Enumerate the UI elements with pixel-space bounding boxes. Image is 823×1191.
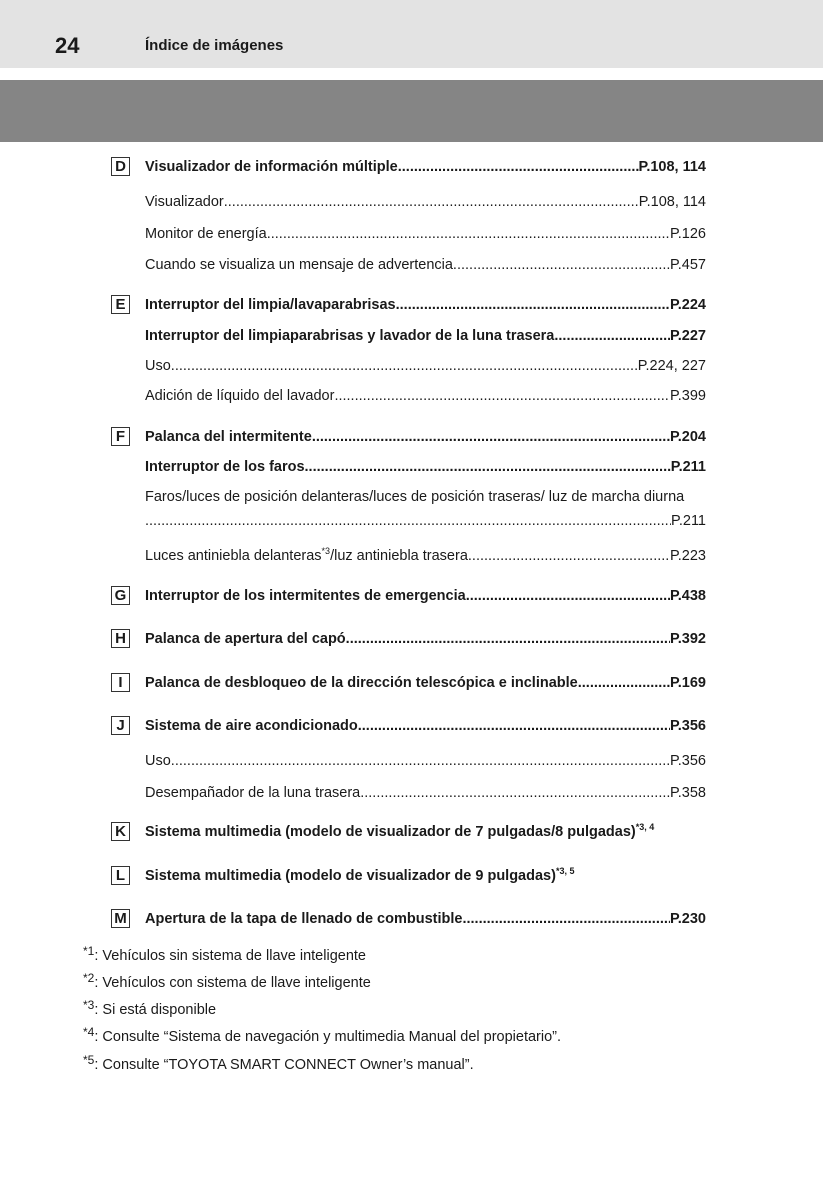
entry-page: P.438 — [669, 588, 706, 604]
entry-page: P.356 — [669, 753, 706, 769]
entry-hood-release-lever[interactable] — [145, 629, 706, 649]
entry-label: Uso — [145, 753, 171, 769]
entry-page: P.399 — [669, 388, 706, 404]
entry-energy-monitor[interactable] — [145, 224, 706, 244]
page-number: 24 — [55, 33, 80, 58]
entry-use[interactable] — [145, 356, 706, 376]
entry-fuel-door[interactable] — [145, 909, 706, 929]
entry-label: Palanca de apertura del capó — [145, 631, 346, 647]
entry-label: Interruptor del limpia/lavaparabrisas — [145, 297, 396, 313]
entry-label: Visualizador de información múltiple — [145, 159, 398, 175]
section-letter-d: D — [111, 157, 130, 176]
entry-page: P.358 — [669, 785, 706, 801]
entry-air-conditioning[interactable] — [145, 716, 706, 736]
entry-headlight-switch[interactable] — [145, 457, 706, 477]
entry-multimedia-7-8[interactable] — [145, 822, 745, 842]
entry-label: Visualizador — [145, 194, 224, 210]
entry-wiper-washer-switch[interactable] — [145, 295, 706, 315]
entry-label: Uso — [145, 358, 171, 374]
entry-page: P.223 — [669, 548, 706, 564]
entry-label: Adición de líquido del lavador — [145, 388, 335, 404]
entry-page: P.224 — [669, 297, 706, 313]
footnote-ref: *3 — [321, 546, 331, 556]
entry-label: Luces antiniebla delanteras$^{*3}$/luz antiniebla trasera — [145, 546, 468, 564]
entry-hazard-switch[interactable] — [145, 586, 706, 606]
entry-label: Apertura de la tapa de llenado de combustible — [145, 911, 463, 927]
entry-page: P.230 — [669, 911, 706, 927]
entry-label: Interruptor del limpiaparabrisas y lavador de la luna trasera — [145, 328, 555, 344]
entry-page: P.392 — [669, 631, 706, 647]
section-letter-h: H — [111, 629, 130, 648]
entry-page: P.356 — [669, 718, 706, 734]
entry-warning-message[interactable] — [145, 255, 706, 275]
section-letter-m: M — [111, 909, 130, 928]
footnote-1: $^{*1}$: Vehículos sin sistema de llave inteligente — [83, 944, 366, 964]
entry-page: P.108, 114 — [638, 159, 706, 175]
entry-label: Interruptor de los intermitentes de emergencia — [145, 588, 466, 604]
footnote-4: $^{*4}$: Consulte “Sistema de navegación y multimedia Manual del propietario”. — [83, 1025, 562, 1045]
entry-label: Monitor de energía — [145, 226, 267, 242]
footnote-2: $^{*2}$: Vehículos con sistema de llave inteligente — [83, 971, 371, 991]
entry-page: P.126 — [669, 226, 706, 242]
section-title: Índice de imágenes — [145, 37, 284, 54]
section-letter-j: J — [111, 716, 130, 735]
entry-washer-fluid[interactable] — [145, 386, 706, 406]
entry-page: P.227 — [669, 328, 706, 344]
entry-headlights-wrap-line2[interactable] — [145, 511, 706, 531]
footnote-ref: *3, 5 — [555, 866, 575, 876]
entry-label: Faros/luces de posición delanteras/luces de posición traseras/ luz de marcha diurna — [145, 489, 685, 505]
entry-turn-signal-lever[interactable] — [145, 427, 706, 447]
entry-page: P.224, 227 — [637, 358, 706, 374]
section-letter-g: G — [111, 586, 130, 605]
entry-page: P.108, 114 — [638, 194, 706, 210]
entry-label: Palanca del intermitente — [145, 429, 312, 445]
entry-fog-lights[interactable] — [145, 546, 706, 566]
entry-steering-release-lever[interactable] — [145, 673, 706, 693]
section-letter-k: K — [111, 822, 130, 841]
entry-label: Interruptor de los faros — [145, 459, 305, 475]
footnote-3: $^{*3}$: Si está disponible — [83, 998, 217, 1018]
section-letter-e: E — [111, 295, 130, 314]
entry-label: Sistema multimedia (modelo de visualizador de 9 pulgadas)$^{*3, 5}$ — [145, 866, 575, 884]
page-header — [0, 0, 823, 68]
entry-rear-wiper-switch[interactable] — [145, 326, 706, 346]
entry-label: Palanca de desbloqueo de la dirección telescópica e inclinable — [145, 675, 578, 691]
gray-band — [0, 80, 823, 142]
entry-label: Sistema multimedia (modelo de visualizador de 7 pulgadas/8 pulgadas)$^{*3, 4}$ — [145, 822, 655, 840]
footnote-ref: *3, 4 — [635, 822, 655, 832]
entry-rear-defogger[interactable] — [145, 783, 706, 803]
entry-page: P.169 — [669, 675, 706, 691]
entry-label: Sistema de aire acondicionado — [145, 718, 358, 734]
entry-page: P.204 — [669, 429, 706, 445]
entry-label: Cuando se visualiza un mensaje de advertencia — [145, 257, 453, 273]
footnote-5: $^{*5}$: Consulte “TOYOTA SMART CONNECT Owner’s manual”. — [83, 1053, 474, 1073]
section-letter-i: I — [111, 673, 130, 692]
entry-ac-use[interactable] — [145, 751, 706, 771]
entry-multi-info-display[interactable] — [145, 157, 706, 177]
section-letter-f: F — [111, 427, 130, 446]
entry-multimedia-9[interactable] — [145, 866, 745, 886]
entry-headlights-wrap-line1[interactable] — [145, 487, 745, 507]
section-letter-l: L — [111, 866, 130, 885]
entry-page: P.457 — [669, 257, 706, 273]
entry-page: P.211 — [671, 513, 706, 529]
entry-display[interactable] — [145, 192, 706, 212]
entry-page: P.211 — [670, 459, 706, 475]
entry-label: Desempañador de la luna trasera — [145, 785, 361, 801]
